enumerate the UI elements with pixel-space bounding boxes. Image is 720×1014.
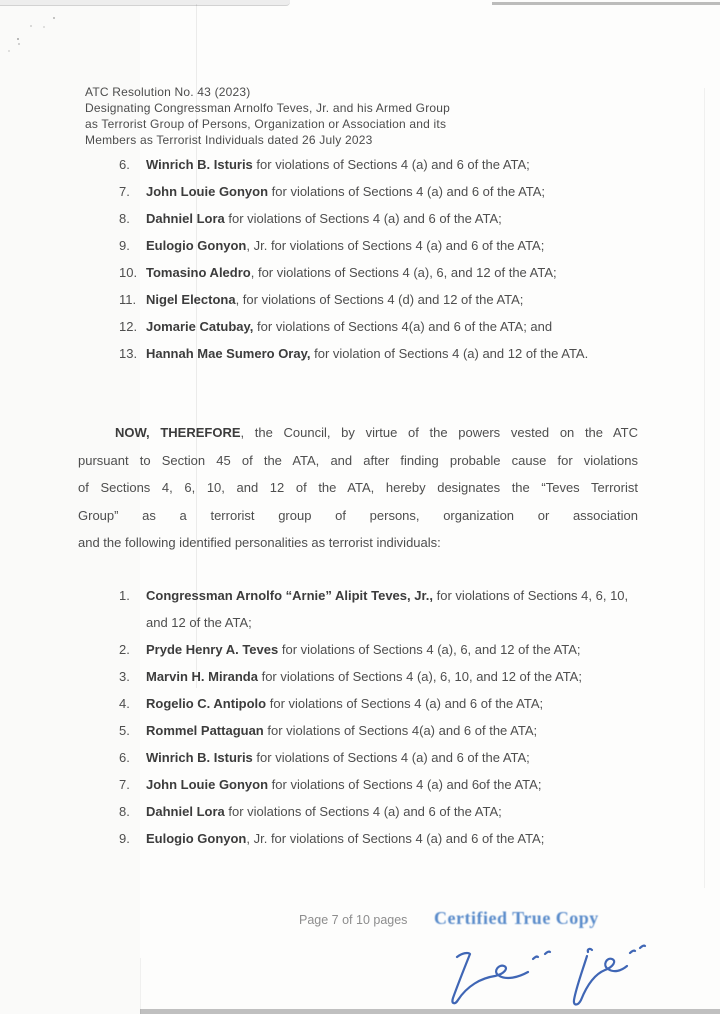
item-text: for violations of Sections 4(a) and 6 of the ATA; and: [253, 319, 553, 334]
list-item: [119, 771, 643, 798]
list-item: [119, 340, 643, 367]
item-text: for violations of Sections 4 (a) and 6 of the ATA;: [252, 750, 530, 765]
paragraph-line: and the following identified personalities as terrorist individuals:: [78, 535, 441, 551]
item-name: Pryde Henry A. Teves: [146, 642, 279, 657]
item-name: John Louie Gonyon: [146, 777, 269, 792]
item-text: for violations of Sections 4 (a) and 6 of the ATA;: [252, 157, 530, 172]
item-name: Dahniel Lora: [146, 211, 225, 226]
header-line-3: as Terrorist Group of Persons, Organization or Association and its: [85, 117, 447, 131]
list-item: [119, 636, 643, 663]
item-name: Eulogio Gonyon: [146, 831, 247, 846]
item-number: 12.: [119, 319, 138, 334]
list-item: [119, 205, 643, 232]
list-item: [119, 313, 643, 340]
item-text: for violations of Sections 4, 6, 10, and 12 of the ATA;: [146, 588, 629, 630]
item-text: for violations of Sections 4 (a) and 6 of the ATA;: [268, 184, 546, 199]
item-name: Congressman Arnolfo “Arnie” Alipit Teves, Jr.,: [146, 588, 434, 603]
item-text: for violations of Sections 4(a) and 6 of the ATA;: [263, 723, 538, 738]
list-item: [119, 825, 643, 852]
page-edge-left: [140, 958, 141, 1014]
signature-icon: [424, 940, 652, 1010]
list-item: [119, 178, 643, 205]
item-number: 10.: [119, 265, 138, 280]
header-line-4: Members as Terrorist Individuals dated 26 July 2023: [85, 133, 373, 147]
list-group-members: [119, 151, 643, 367]
item-number: 1.: [119, 588, 130, 603]
item-number: 8.: [119, 804, 130, 819]
paragraph-line: Group” as a terrorist group of persons, organization or association: [78, 507, 638, 523]
item-name: Marvin H. Miranda: [146, 669, 258, 684]
item-name: John Louie Gonyon: [146, 184, 269, 199]
item-number: 7.: [119, 777, 130, 792]
paragraph-line: of Sections 4, 6, 10, and 12 of the ATA, hereby designates the “Teves Terrorist: [78, 480, 638, 496]
paragraph-lead: NOW, THEREFORE: [115, 425, 241, 440]
list-item: [119, 286, 643, 313]
item-number: 13.: [119, 346, 138, 361]
item-number: 4.: [119, 696, 130, 711]
item-number: 7.: [119, 184, 130, 199]
item-name: Rommel Pattaguan: [146, 723, 264, 738]
list-item: [119, 663, 643, 690]
item-number: 9.: [119, 238, 130, 253]
item-name: Tomasino Aledro: [146, 265, 251, 280]
item-number: 9.: [119, 831, 130, 846]
scan-edge-top-left: [0, 0, 290, 6]
item-name: Winrich B. Isturis: [146, 157, 253, 172]
list-item: [119, 798, 643, 825]
item-text: , for violations of Sections 4 (a), 6, and 12 of the ATA;: [250, 265, 557, 280]
item-text: for violations of Sections 4 (a), 6, 10, and 12 of the ATA;: [257, 669, 582, 684]
item-text: for violations of Sections 4 (a) and 6 of the ATA;: [224, 211, 502, 226]
list-terrorist-individuals: [119, 582, 643, 852]
item-name: Eulogio Gonyon: [146, 238, 247, 253]
item-name: Jomarie Catubay,: [146, 319, 254, 334]
page-number: Page 7 of 10 pages: [299, 913, 408, 927]
item-name: Winrich B. Isturis: [146, 750, 253, 765]
item-text: , for violations of Sections 4 (d) and 12 of the ATA;: [235, 292, 524, 307]
scan-edge-top-right: [492, 2, 720, 5]
item-number: 11.: [119, 292, 137, 307]
item-number: 8.: [119, 211, 130, 226]
item-name: Nigel Electona: [146, 292, 236, 307]
item-number: 3.: [119, 669, 130, 684]
header-line-1: ATC Resolution No. 43 (2023): [85, 85, 251, 99]
item-name: Dahniel Lora: [146, 804, 225, 819]
list-item: [119, 744, 643, 771]
list-item: [119, 151, 643, 178]
scan-speckles: [53, 17, 55, 19]
item-text: , Jr. for violations of Sections 4 (a) and 6 of the ATA;: [246, 831, 545, 846]
item-number: 6.: [119, 157, 130, 172]
item-text: , Jr. for violations of Sections 4 (a) and 6 of the ATA;: [246, 238, 545, 253]
list-item: [119, 582, 643, 636]
header-citation: [85, 84, 450, 148]
page-edge-right: [704, 88, 705, 888]
item-text: for violations of Sections 4 (a) and 6of the ATA;: [268, 777, 542, 792]
certified-true-copy-stamp: Certified True Copy: [434, 908, 599, 928]
resolution-paragraph: [78, 419, 638, 557]
item-name: Hannah Mae Sumero Oray,: [146, 346, 311, 361]
item-text: for violations of Sections 4 (a) and 6 of the ATA;: [224, 804, 502, 819]
item-text: for violations of Sections 4 (a), 6, and 12 of the ATA;: [278, 642, 581, 657]
item-text: for violations of Sections 4 (a) and 6 of the ATA;: [266, 696, 544, 711]
signature-scribble: [424, 940, 652, 1014]
item-text: for violation of Sections 4 (a) and 12 of the ATA.: [310, 346, 589, 361]
list-item: [119, 259, 643, 286]
header-line-2: Designating Congressman Arnolfo Teves, Jr. and his Armed Group: [85, 101, 451, 115]
list-item: [119, 717, 643, 744]
item-number: 6.: [119, 750, 130, 765]
item-number: 5.: [119, 723, 130, 738]
item-number: 2.: [119, 642, 130, 657]
item-name: Rogelio C. Antipolo: [146, 696, 267, 711]
paragraph-line: pursuant to Section 45 of the ATA, and after finding probable cause for violations: [78, 452, 638, 468]
list-item: [119, 232, 643, 259]
list-item: [119, 690, 643, 717]
paragraph-line: NOW, THEREFORE, the Council, by virtue of the powers vested on the ATC: [115, 425, 639, 440]
